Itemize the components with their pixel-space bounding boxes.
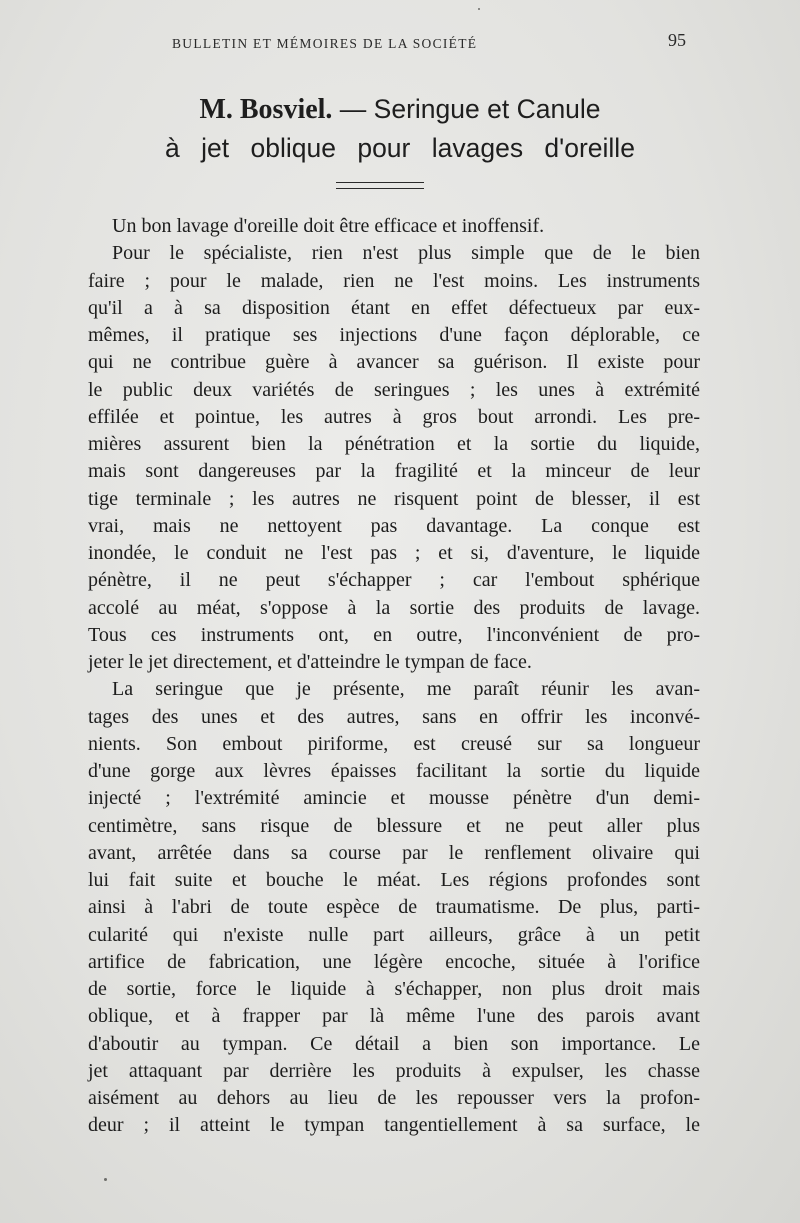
title-author: M. Bosviel. — [199, 94, 333, 125]
text-line: jet attaquant par derrière les produits à expulser, les chasse — [88, 1059, 700, 1082]
text-line: pénètre, il ne peut s'échapper ; car l'embout sphérique — [88, 569, 700, 592]
text-line: qu'il a à sa disposition étant en effet défectueux par eux- — [88, 296, 700, 319]
title-line-2: à jet oblique pour lavages d'oreille — [165, 133, 635, 163]
text-line: aisément au dehors au lieu de les repousser vers la profon- — [88, 1087, 700, 1109]
title-line-1 — [80, 90, 720, 129]
running-head: BULLETIN ET MÉMOIRES DE LA SOCIÉTÉ — [172, 36, 478, 51]
text-line: La seringue que je présente, me paraît réunir les avan- — [112, 678, 700, 701]
text-line: deur ; il atteint le tympan tangentiellement à sa surface, le — [88, 1114, 700, 1137]
text-line: effilée et pointue, les autres à gros bout arrondi. Les pre- — [88, 405, 700, 428]
text-line: accolé au méat, s'oppose à la sortie des produits de lavage. — [88, 596, 700, 619]
page-number: 95 — [668, 30, 686, 50]
text-line: mais sont dangereuses par la fragilité et la minceur de leur — [88, 460, 700, 483]
paper-speck — [104, 1178, 107, 1181]
text-line: d'une gorge aux lèvres épaisses facilitant la sortie du liquide — [88, 760, 700, 782]
page-header — [160, 30, 700, 56]
article-title — [80, 90, 720, 167]
text-line: lui fait suite et bouche le méat. Les régions profondes sont — [88, 869, 700, 891]
text-line: tige terminale ; les autres ne risquent point de blesser, il est — [88, 487, 700, 510]
text-line: avant, arrêtée dans sa course par le renflement olivaire qui — [88, 841, 700, 864]
text-line: oblique, et à frapper par là même l'une des parois avant — [88, 1005, 700, 1028]
text-line: le public deux variétés de seringues ; les unes à extrémité — [88, 378, 700, 401]
text-line: nients. Son embout piriforme, est creusé sur sa longueur — [88, 732, 700, 755]
text-line: inondée, le conduit ne l'est pas ; et si, d'aventure, le liquide — [88, 542, 700, 564]
text-line: faire ; pour le malade, rien ne l'est moins. Les instruments — [88, 269, 700, 292]
text-line: artifice de fabrication, une légère encoche, située à l'orifice — [88, 950, 700, 973]
text-line: qui ne contribue guère à avancer sa guérison. Il existe pour — [88, 351, 700, 374]
text-line: mières assurent bien la pénétration et la sortie du liquide, — [88, 433, 700, 455]
text-line: d'aboutir au tympan. Ce détail a bien son importance. Le — [88, 1032, 700, 1055]
text-line: cularité qui n'existe nulle part ailleurs, grâce à un petit — [88, 923, 700, 946]
text-line: injecté ; l'extrémité amincie et mousse pénètre d'un demi- — [88, 787, 700, 810]
title-subject: — Seringue et Canule — [332, 94, 601, 124]
text-line: Tous ces instruments ont, en outre, l'inconvénient de pro- — [88, 623, 700, 646]
title-rule — [336, 182, 424, 189]
text-line: vrai, mais ne nettoyent pas davantage. La conque est — [88, 514, 700, 537]
body-text — [88, 213, 700, 1140]
text-line: mêmes, il pratique ses injections d'une façon déplorable, ce — [88, 324, 700, 346]
text-line: Pour le spécialiste, rien n'est plus simple que de le bien — [112, 242, 700, 265]
text-line: de sortie, force le liquide à s'échapper, non plus droit mais — [88, 978, 700, 1000]
paper-speck — [478, 8, 480, 10]
text-line: Un bon lavage d'oreille doit être efficace et inoffensif. — [112, 215, 545, 237]
text-line: centimètre, sans risque de blessure et ne peut aller plus — [88, 814, 700, 837]
text-line: jeter le jet directement, et d'atteindre le tympan de face. — [88, 651, 532, 673]
text-line: ainsi à l'abri de toute espèce de traumatisme. De plus, parti- — [88, 896, 700, 919]
text-line: tages des unes et des autres, sans en offrir les inconvé- — [88, 705, 700, 728]
